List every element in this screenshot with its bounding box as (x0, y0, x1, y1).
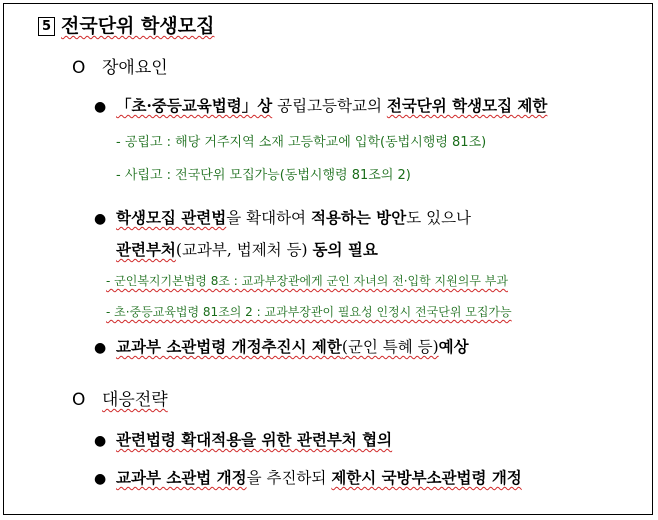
bullet-dot-icon: ● (94, 340, 107, 356)
obstacles-heading (72, 53, 168, 78)
bullet-2-normal-2: 도 있으나 (406, 209, 472, 227)
obstacle-sub-education-law: - 초·중등교육법령 81조의 2 : 교과부장관이 필요성 인정시 전국단위 모집가능 (106, 305, 512, 319)
bullet-dot-icon: ● (94, 211, 107, 227)
bullet-1-mid: 공립고등학교의 (272, 97, 387, 115)
strategy-heading (72, 385, 168, 410)
obstacles-heading-text: 장애요인 (102, 58, 168, 78)
obstacle-bullet-3 (94, 335, 469, 357)
strategy-bullet-1-text: 관련법령 확대적용을 위한 관련부처 협의 (116, 430, 393, 449)
bullet-2-bold-3: 관련부처 (116, 240, 176, 259)
law-name: 「초·중등교육법령」상 (116, 96, 273, 115)
obstacle-bullet-2-line-2 (116, 238, 378, 260)
bullet-dot-icon: ● (94, 433, 107, 449)
bullet-3-bold-2: 예상 (438, 337, 469, 356)
bullet-1-tail: 전국단위 학생모집 제한 (386, 96, 548, 115)
obstacle-bullet-1 (94, 94, 547, 116)
strategy-bullet-2-bold-2: 제한시 국방부소관법령 개정 (331, 468, 522, 487)
strategy-bullet-2-bold-1: 교과부 소관법 개정 (116, 468, 247, 487)
obstacle-sub-private: - 사립고 : 전국단위 모집가능(동법시행령 81조의 2) (116, 168, 411, 183)
obstacle-sub-military-law: - 군인복지기본법령 8조 : 교과부장관에게 군인 자녀의 전·입학 지원의무 부과 (106, 274, 508, 288)
bullet-dot-icon: ● (94, 99, 107, 115)
strategy-bullet-2-normal: 을 추진하되 (246, 469, 332, 487)
bullet-3-bold-1: 교과부 소관법령 개정추진시 제한 (116, 337, 342, 356)
bullet-2-normal-1: 을 확대하여 (226, 209, 311, 227)
section-title-text: 전국단위 학생모집 (61, 15, 215, 37)
obstacle-bullet-2-line-1 (94, 206, 471, 228)
bullet-2-normal-3: (교과부, 법제처 등) (175, 241, 313, 259)
circle-marker: O (72, 390, 86, 410)
document-page (3, 3, 653, 515)
bullet-2-bold-4: 동의 필요 (312, 240, 378, 259)
circle-marker: O (72, 58, 86, 78)
bullet-dot-icon: ● (94, 471, 107, 487)
strategy-bullet-2 (94, 466, 522, 488)
strategy-heading-text: 대응전략 (102, 390, 168, 410)
section-number-box: 5 (38, 17, 55, 36)
bullet-3-normal: (군인 특혜 등) (341, 338, 439, 356)
bullet-2-bold-2: 적용하는 방안 (310, 208, 407, 227)
section-title (38, 11, 214, 38)
bullet-2-bold-1: 학생모집 관련법 (116, 208, 227, 227)
obstacle-sub-public: - 공립고 : 해당 거주지역 소재 고등학교에 입학(동법시행령 81조) (116, 135, 487, 150)
strategy-bullet-1 (94, 428, 392, 450)
